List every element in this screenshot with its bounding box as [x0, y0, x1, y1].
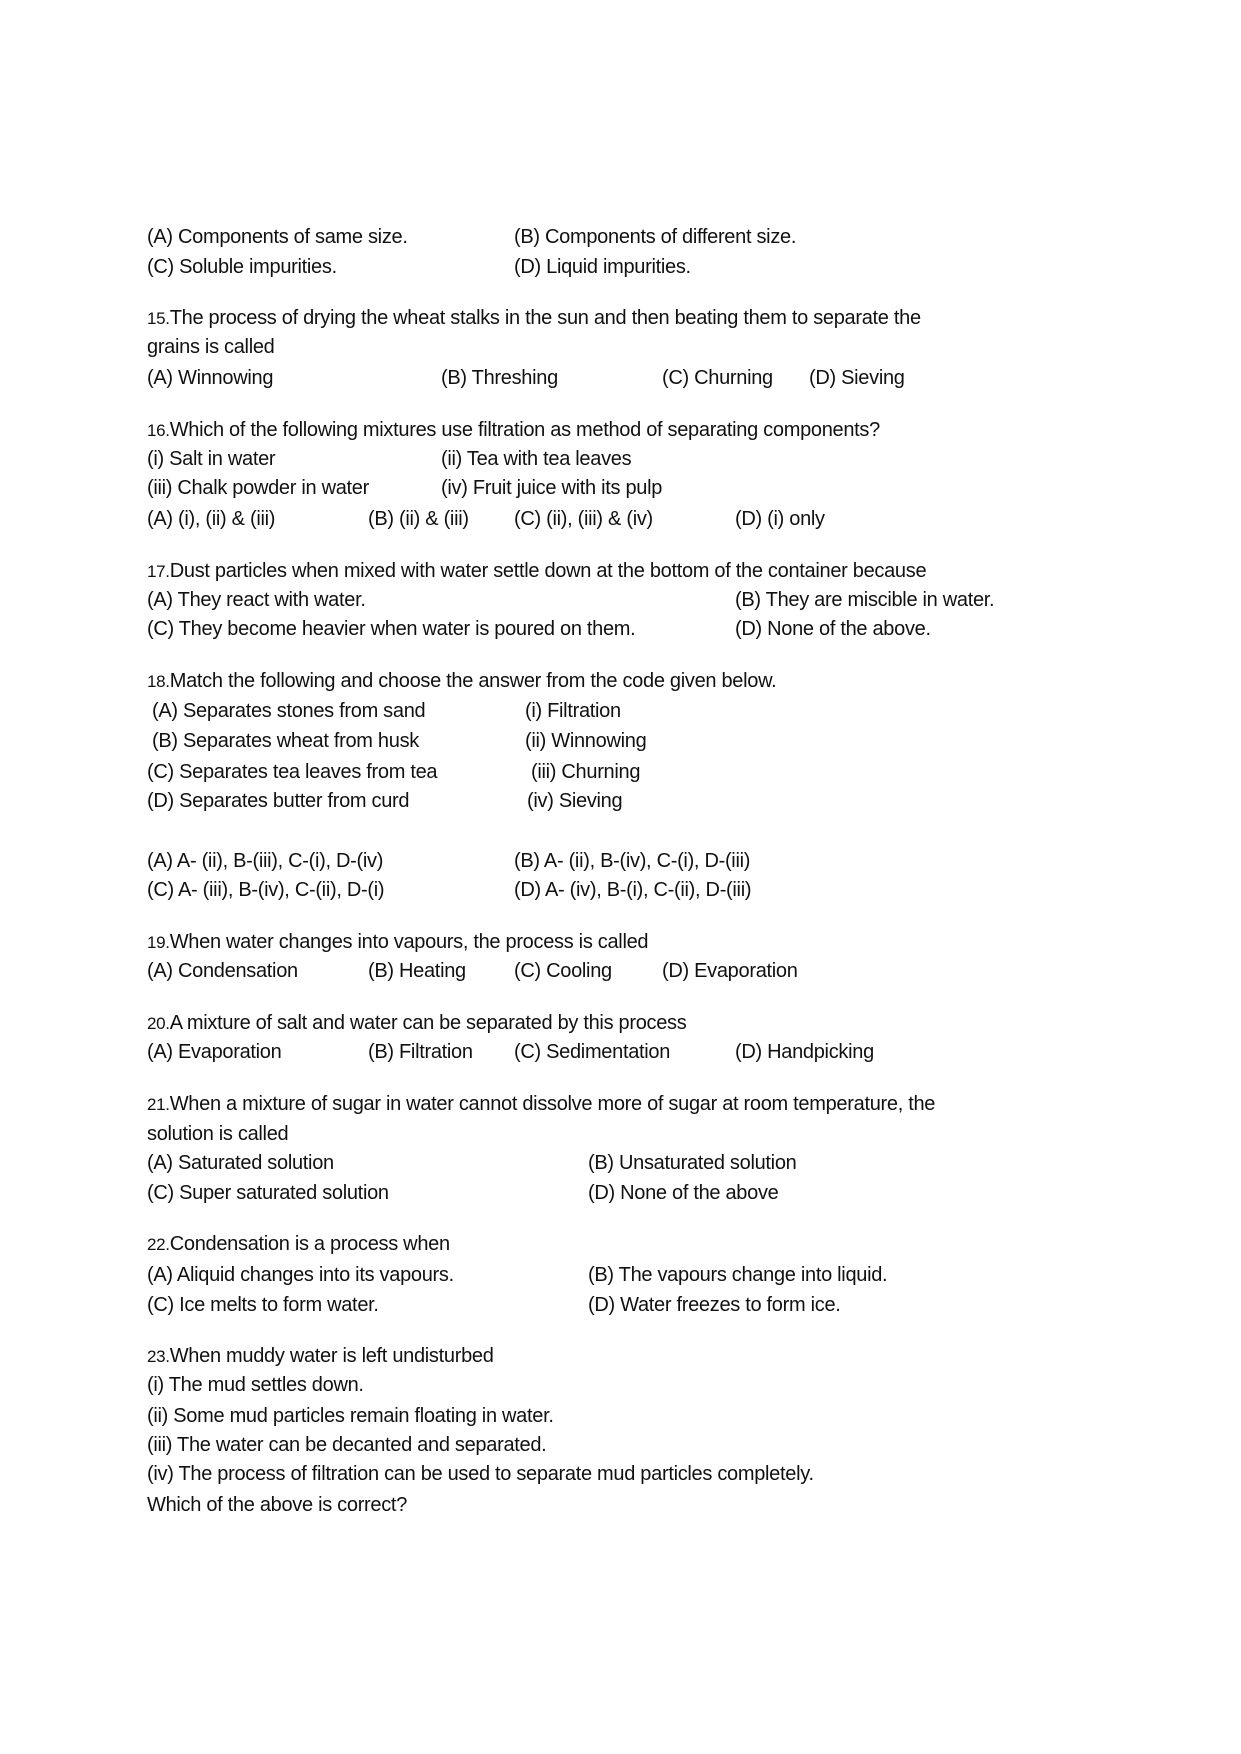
- question-line: The process of drying the wheat stalks in the sun and then beating them to separate the: [169, 307, 921, 329]
- question-text: [147, 306, 921, 331]
- option-a: (A) Condensation: [147, 960, 298, 982]
- option-b: (B) Components of different size.: [514, 226, 797, 248]
- option-c: (C) Ice melts to form water.: [147, 1294, 379, 1316]
- option-d: (D) None of the above: [588, 1182, 779, 1204]
- match-right-item: (iv) Sieving: [527, 790, 623, 812]
- question-line: Match the following and choose the answer from the code given below.: [169, 670, 777, 692]
- match-left-item: (B) Separates wheat from husk: [152, 730, 419, 752]
- option-d: (D) Sieving: [809, 367, 905, 389]
- option-c: (C) Super saturated solution: [147, 1182, 389, 1204]
- option-b: (B) Filtration: [368, 1041, 473, 1063]
- option-b: (B) (ii) & (iii): [368, 508, 469, 530]
- option-c: (C) A- (iii), B-(iv), C-(ii), D-(i): [147, 879, 385, 901]
- question-line: solution is called: [147, 1123, 289, 1145]
- option-c: (C) (ii), (iii) & (iv): [514, 508, 653, 530]
- option-d: (D) A- (iv), B-(i), C-(ii), D-(iii): [514, 879, 752, 901]
- match-right-item: (iii) Churning: [531, 761, 641, 783]
- question-line: Condensation is a process when: [169, 1233, 450, 1255]
- question-text: [147, 1011, 686, 1036]
- option-d: (D) None of the above.: [735, 618, 931, 640]
- question-line: A mixture of salt and water can be separated by this process: [169, 1012, 687, 1034]
- option-d: (D) Handpicking: [735, 1041, 874, 1063]
- question-text: [147, 418, 880, 443]
- question-number: 23.: [147, 1347, 170, 1366]
- option-a: (A) (i), (ii) & (iii): [147, 508, 276, 530]
- option-b: (B) Unsaturated solution: [588, 1152, 797, 1174]
- item-ii: (ii) Tea with tea leaves: [441, 448, 632, 470]
- question-text: [147, 1344, 494, 1369]
- question-line: When water changes into vapours, the process is called: [169, 931, 649, 953]
- option-a: (A) Components of same size.: [147, 226, 408, 248]
- option-d: (D) Evaporation: [662, 960, 798, 982]
- match-right-item: (i) Filtration: [525, 700, 621, 722]
- match-right-item: (ii) Winnowing: [525, 730, 647, 752]
- question-number: 19.: [147, 933, 170, 952]
- option-a: (A) They react with water.: [147, 589, 366, 611]
- question-line: Dust particles when mixed with water settle down at the bottom of the container because: [169, 560, 927, 582]
- question-line: Which of the following mixtures use filtration as method of separating components?: [169, 419, 880, 441]
- question-number: 18.: [147, 672, 170, 691]
- option-c: (C) Sedimentation: [514, 1041, 671, 1063]
- question-text: [147, 1232, 450, 1257]
- option-b: (B) Threshing: [441, 367, 558, 389]
- option-a: (A) Evaporation: [147, 1041, 282, 1063]
- statement-iii: (iii) The water can be decanted and separated.: [147, 1434, 547, 1456]
- question-prompt: Which of the above is correct?: [147, 1494, 408, 1516]
- question-line: When a mixture of sugar in water cannot dissolve more of sugar at room temperature, the: [169, 1093, 936, 1115]
- question-number: 21.: [147, 1095, 170, 1114]
- option-a: (A) A- (ii), B-(iii), C-(i), D-(iv): [147, 850, 384, 872]
- statement-ii: (ii) Some mud particles remain floating in water.: [147, 1405, 554, 1427]
- option-c: (C) Soluble impurities.: [147, 256, 337, 278]
- option-c: (C) Cooling: [514, 960, 612, 982]
- question-text: [147, 1092, 935, 1117]
- question-line: grains is called: [147, 336, 275, 358]
- question-text: [147, 559, 926, 584]
- question-line: When muddy water is left undisturbed: [169, 1345, 494, 1367]
- option-d: (D) Water freezes to form ice.: [588, 1294, 841, 1316]
- item-iv: (iv) Fruit juice with its pulp: [441, 477, 663, 499]
- option-b: (B) They are miscible in water.: [735, 589, 995, 611]
- option-b: (B) Heating: [368, 960, 466, 982]
- option-b: (B) A- (ii), B-(iv), C-(i), D-(iii): [514, 850, 751, 872]
- match-left-item: (D) Separates butter from curd: [147, 790, 410, 812]
- statement-i: (i) The mud settles down.: [147, 1374, 364, 1396]
- question-number: 17.: [147, 562, 170, 581]
- option-c: (C) They become heavier when water is poured on them.: [147, 618, 636, 640]
- option-a: (A) Winnowing: [147, 367, 274, 389]
- match-left-item: (C) Separates tea leaves from tea: [147, 761, 438, 783]
- option-a: (A) Aliquid changes into its vapours.: [147, 1264, 454, 1286]
- match-left-item: (A) Separates stones from sand: [152, 700, 426, 722]
- question-number: 20.: [147, 1014, 170, 1033]
- option-b: (B) The vapours change into liquid.: [588, 1264, 888, 1286]
- option-a: (A) Saturated solution: [147, 1152, 334, 1174]
- question-number: 15.: [147, 309, 170, 328]
- item-iii: (iii) Chalk powder in water: [147, 477, 369, 499]
- option-c: (C) Churning: [662, 367, 773, 389]
- question-text: [147, 930, 648, 955]
- option-d: (D) Liquid impurities.: [514, 256, 691, 278]
- question-text: [147, 669, 776, 694]
- question-number: 16.: [147, 421, 170, 440]
- item-i: (i) Salt in water: [147, 448, 276, 470]
- option-d: (D) (i) only: [735, 508, 825, 530]
- question-number: 22.: [147, 1235, 170, 1254]
- statement-iv: (iv) The process of filtration can be used to separate mud particles completely.: [147, 1463, 814, 1485]
